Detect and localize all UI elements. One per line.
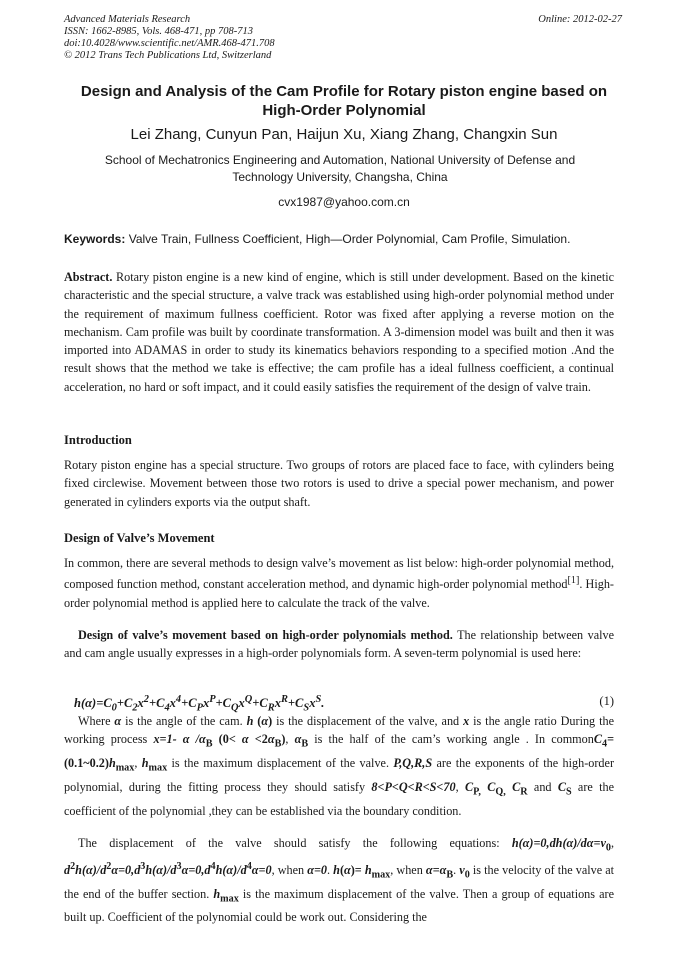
abstract-label: Abstract. — [64, 270, 113, 284]
abstract-text: Rotary piston engine is a new kind of engine, which is still under development. Based on the kinetic characteristic and the special structure, a valve track was established using high-order polynomial method under the requirement of maximum fullness coefficient. Rotor was fixed after applying a reverse motion on the mechanism. Cam profile was built by coordinate transformation. A 3-dimension model was built and then it was imported into ADAMAS in order to study its kinematics behaviors responding to a specified motion .And the result shows that the method we take is effective; the cam profile has a ideal fullness coefficient, a continual acceleration, no hard or soft impact, and it could easily satisfies the requirement of the design of valve train. — [64, 270, 614, 394]
journal-name: Advanced Materials Research — [64, 14, 191, 25]
journal-header — [64, 14, 622, 62]
equation-number: (1) — [599, 694, 614, 708]
equation-body: $h(\alpha)=C_0+C_2x^2+C_4x^4+C_Px^P+C_Qx^Q+C_Rx^R+C_Sx^S$. — [74, 694, 325, 714]
equation-explanation: Where α is the angle of the cam. h (α) is the displacement of the valve, and x is the angle ratio During the working process x=1- α $/\alpha_B$ $(0< \alpha <2\alpha_B)$, $\alpha_B$ is the half of the cam’s working angle . In commonC$_4$= $(0.1\sim 0.2)h_{max}$, $h_{max}$ is the maximum displacement of the valve. P,Q,R,S are the exponents of the high-order polynomial, during the fitting process they should satisfy 8<P<Q<R<S<70, $C_{P,}$ $C_{Q,}$ $C_R$ and $C_S$ are the coefficient of the polynomial ,they can be established via the boundary condition. — [64, 714, 615, 818]
citation-1: [1] — [567, 575, 580, 587]
keywords — [64, 232, 624, 246]
abstract — [64, 268, 614, 396]
keywords-text: Valve Train, Fullness Coefficient, High—Order Polynomial, Cam Profile, Simulation. — [128, 232, 571, 246]
boundary-conditions-paragraph: The displacement of the valve should satisfy the following equations: $h(\alpha)=0,dh(\alpha)/d\alpha=v_0$, $d^2h(\alpha)/d^2\alpha=0,d^3h(\alpha)/d^3\alpha=0,d^4h(\alpha)/d^4\alpha=0$, when α=0. $h(\alpha)= h_{max}$, when $\alpha=\alpha_B$. $v_0$ is the velocity of the valve at the end of the buffer section. $h_{max}$ is the maximum displacement of the valve. Then a group of equations are built up. Coefficient of the polynomial could be work out. Considering the — [64, 836, 615, 925]
online-date: Online: 2012-02-27 — [538, 14, 622, 25]
affiliation: School of Mechatronics Engineering and Automation, National University of Defense and Technology University, Changsha, China — [104, 153, 576, 184]
author-list: Lei Zhang, Cunyun Pan, Haijun Xu, Xiang Zhang, Changxin Sun — [130, 126, 558, 143]
introduction-heading: Introduction — [64, 433, 132, 447]
design-heading: Design of Valve’s Movement — [64, 531, 215, 545]
paper-title: Design and Analysis of the Cam Profile for Rotary piston engine based on High-Order Polynomial — [80, 83, 608, 119]
design-paragraph-1: In common, there are several methods to design valve’s movement as list below: high-order polynomial method, composed function method, constant acceleration method, and dynamic high-order polynomial method[1]. High-order polynomial method is applied here to calculate the track of the valve. — [64, 556, 614, 610]
design-paragraph-2: Design of valve’s movement based on high-order polynomials method. The relationship between valve and cam angle usually expresses in a high-order polynomials form. A seven-term polynomial is used here: — [64, 628, 615, 661]
email[interactable]: cvx1987@yahoo.com.cn — [278, 195, 410, 209]
copyright-line: © 2012 Trans Tech Publications Ltd, Switzerland — [64, 50, 272, 61]
introduction-text: Rotary piston engine has a special structure. Two groups of rotors are placed face to face, with cylinders being fixed circlewise. Movement between those two rotors is used to drive a special power mechanism, and power generated in cylinders exports via the output shaft. — [64, 458, 614, 509]
keywords-label: Keywords: — [64, 232, 126, 246]
equation-1 — [74, 694, 614, 714]
subsection-heading: Design of valve’s movement based on high-order polynomials method. — [78, 628, 453, 642]
doi-line: doi:10.4028/www.scientific.net/AMR.468-471.708 — [64, 38, 275, 49]
issn-line: ISSN: 1662-8985, Vols. 468-471, pp 708-713 — [64, 26, 253, 37]
